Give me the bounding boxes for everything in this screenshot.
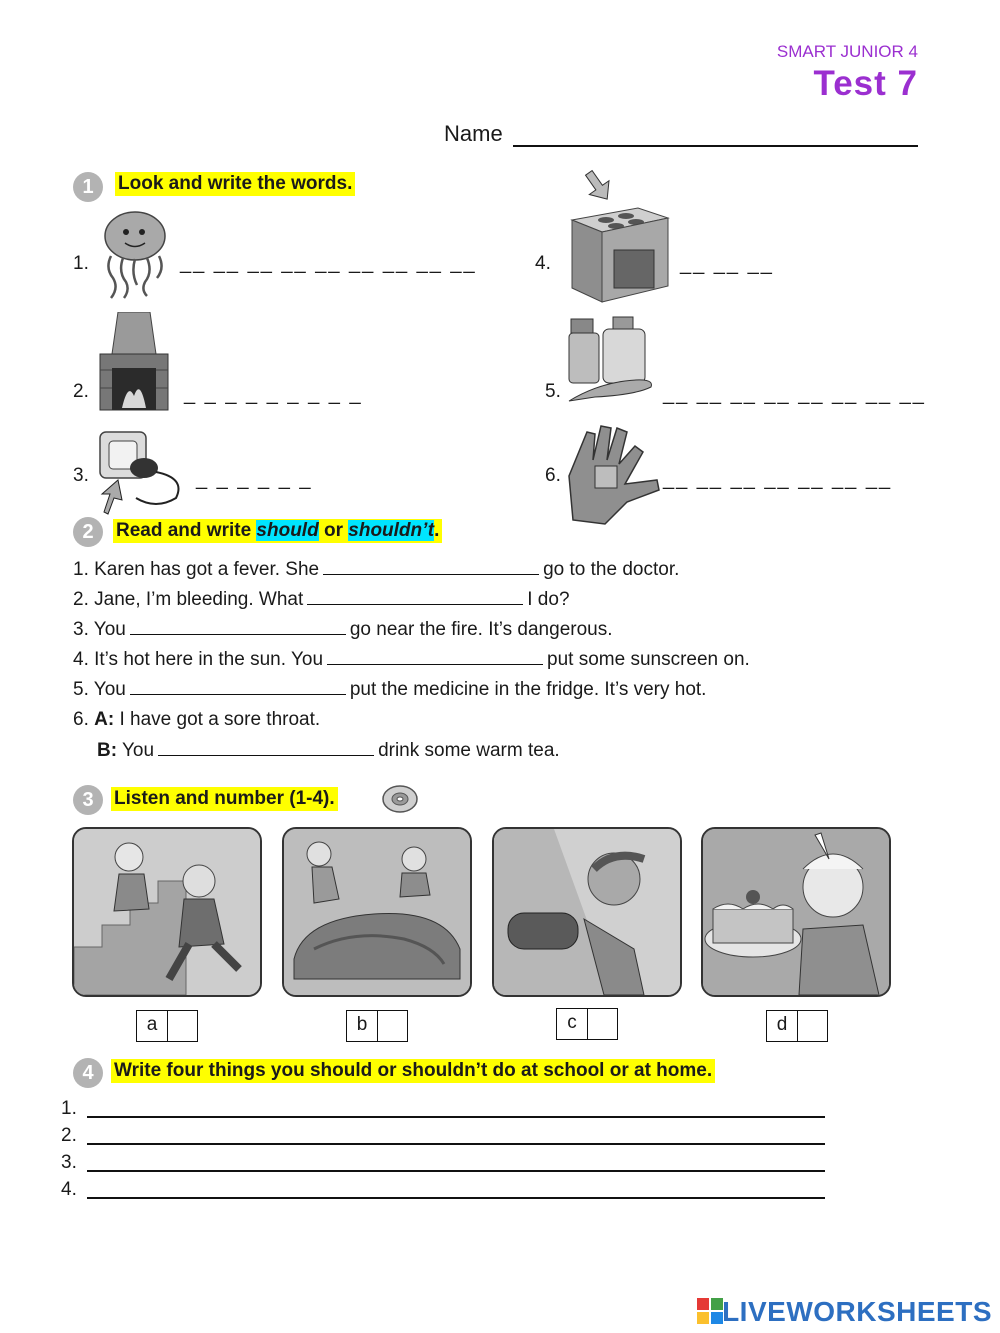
write-line-4[interactable] — [87, 1197, 825, 1199]
picture-panel-b — [282, 827, 472, 997]
word-should: should — [256, 520, 319, 541]
sentence-6-number: 6. — [73, 709, 89, 730]
speaker-b-start: You — [122, 740, 155, 761]
write-line-3[interactable] — [87, 1170, 825, 1172]
medicine-picture — [565, 315, 661, 407]
sentence-2-start: 2. Jane, I’m bleeding. What — [73, 589, 304, 610]
sentence-3-blank[interactable] — [130, 634, 346, 635]
letter-d-label: d — [767, 1011, 798, 1041]
write-line-1-number: 1. — [61, 1098, 77, 1119]
write-line-1[interactable] — [87, 1116, 825, 1118]
series-label: SMART JUNIOR 4 — [776, 42, 918, 61]
picture-panel-d — [701, 827, 891, 997]
sentence-1-blank[interactable] — [323, 574, 539, 575]
speaker-a-label: A: — [94, 709, 115, 730]
item-1-answer[interactable]: __ __ __ __ __ __ __ __ __ — [180, 252, 477, 274]
sentence-2 — [73, 589, 570, 611]
sentence-4 — [73, 649, 750, 671]
section-1-instruction: Look and write the words. — [115, 172, 355, 196]
name-label: Name — [444, 121, 503, 146]
letter-c-label: c — [557, 1009, 588, 1039]
sentence-2-end: I do? — [527, 589, 570, 610]
liveworksheets-brand[interactable]: LIVEWORKSHEETS — [722, 1296, 992, 1327]
picture-panel-a — [72, 827, 262, 997]
cooker-picture — [568, 168, 672, 306]
sentence-2-blank[interactable] — [307, 604, 523, 605]
sentence-5-start: 5. You — [73, 679, 126, 700]
speaker-a-text: I have got a sore throat. — [119, 709, 321, 730]
number-d-input[interactable] — [798, 1011, 827, 1041]
sentence-6-blank[interactable] — [158, 755, 374, 756]
sentence-5 — [73, 679, 706, 701]
answer-box-c — [556, 1008, 618, 1040]
item-2-number: 2. — [73, 381, 89, 402]
section-1-badge: 1 — [73, 172, 103, 202]
sentence-1-start: 1. Karen has got a fever. She — [73, 559, 320, 580]
sentence-5-blank[interactable] — [130, 694, 346, 695]
sentence-4-blank[interactable] — [327, 664, 543, 665]
sentence-4-start: 4. It’s hot here in the sun. You — [73, 649, 324, 670]
item-5-answer[interactable]: __ __ __ __ __ __ __ __ — [663, 383, 926, 405]
cake-scene-picture — [703, 829, 889, 995]
write-line-2[interactable] — [87, 1143, 825, 1145]
item-6-number: 6. — [545, 465, 561, 486]
item-3-number: 3. — [73, 465, 89, 486]
socket-plug-picture — [96, 428, 196, 516]
name-input-line[interactable] — [513, 145, 918, 147]
speaker-b-end: drink some warm tea. — [378, 740, 560, 761]
fireplace-picture — [98, 312, 170, 412]
bed-jumping-scene-picture — [284, 829, 470, 995]
stairs-scene-picture — [74, 829, 260, 995]
instruction-end: . — [434, 520, 440, 541]
item-5-number: 5. — [545, 381, 561, 402]
sentence-3 — [73, 619, 613, 641]
jellyfish-picture — [95, 208, 175, 300]
picture-panel-c — [492, 827, 682, 997]
number-b-input[interactable] — [378, 1011, 407, 1041]
item-4-answer[interactable]: __ __ __ — [680, 253, 774, 275]
section-3-badge: 3 — [73, 785, 103, 815]
write-line-3-number: 3. — [61, 1152, 77, 1173]
answer-box-a — [136, 1010, 198, 1042]
section-4-badge: 4 — [73, 1058, 103, 1088]
section-3-instruction: Listen and number (1-4). — [111, 787, 338, 811]
sentence-5-end: put the medicine in the fridge. It’s very hot. — [349, 679, 707, 700]
write-line-2-number: 2. — [61, 1125, 77, 1146]
test-title: Test 7 — [813, 64, 918, 103]
section-4-instruction: Write four things you should or shouldn’t do at school or at home. — [111, 1059, 715, 1083]
item-3-answer[interactable]: _ _ _ _ _ _ — [196, 468, 313, 490]
letter-b-label: b — [347, 1011, 378, 1041]
item-1-number: 1. — [73, 253, 89, 274]
section-2-badge: 2 — [73, 517, 103, 547]
number-c-input[interactable] — [588, 1009, 617, 1039]
answer-box-b — [346, 1010, 408, 1042]
speaker-b-label: B: — [97, 740, 118, 761]
liveworksheets-logo-icon — [697, 1298, 723, 1324]
cutting-scene-picture — [494, 829, 680, 995]
sentence-3-end: go near the fire. It’s dangerous. — [349, 619, 613, 640]
number-a-input[interactable] — [168, 1011, 197, 1041]
sentence-6a — [73, 709, 320, 731]
answer-box-d — [766, 1010, 828, 1042]
sentence-3-start: 3. You — [73, 619, 126, 640]
sentence-1-end: go to the doctor. — [543, 559, 680, 580]
gloves-picture — [565, 420, 663, 526]
write-line-4-number: 4. — [61, 1179, 77, 1200]
sentence-1 — [73, 559, 679, 581]
letter-a-label: a — [137, 1011, 168, 1041]
instruction-mid: or — [318, 520, 349, 541]
cd-audio-icon[interactable] — [380, 783, 420, 815]
instruction-pre: Read and write — [116, 520, 257, 541]
item-4-number: 4. — [535, 253, 551, 274]
sentence-4-end: put some sunscreen on. — [547, 649, 750, 670]
word-shouldnt: shouldn’t — [348, 520, 435, 541]
item-2-answer[interactable]: _ _ _ _ _ _ _ _ _ — [184, 383, 363, 405]
item-6-answer[interactable]: __ __ __ __ __ __ __ — [663, 468, 893, 490]
sentence-6b — [97, 740, 560, 762]
section-2-instruction — [113, 519, 442, 543]
